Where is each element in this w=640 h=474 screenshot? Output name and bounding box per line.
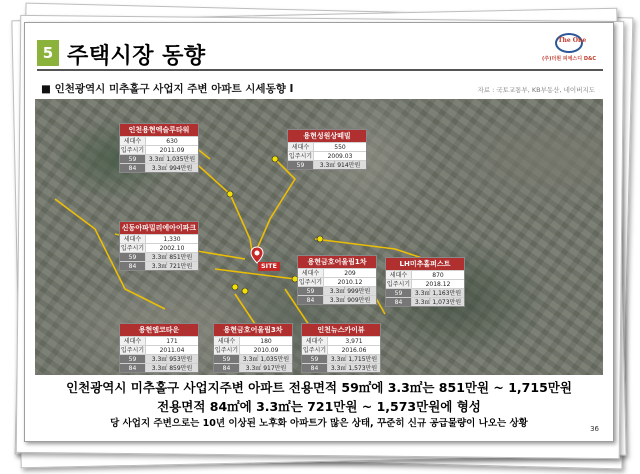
complex-card: [119, 221, 199, 271]
complex-name: 용현엠코타운: [120, 324, 198, 336]
households-label: 세대수: [214, 337, 240, 345]
households-label: 세대수: [298, 269, 324, 277]
complex-name: 인천뉴스카이뷰: [302, 324, 380, 336]
price-value: 3.3㎡ 1,035만원: [240, 355, 292, 363]
households-value: 1,330: [163, 236, 181, 243]
area-label: 59: [214, 355, 240, 363]
households-label: 세대수: [386, 271, 412, 279]
move-in-value: 2011.04: [159, 347, 185, 354]
households-value: 630: [166, 138, 178, 145]
area-label: 59: [302, 355, 328, 363]
satellite-map: [35, 99, 603, 375]
households-label: 세대수: [120, 137, 146, 145]
complex-card: [385, 257, 465, 307]
price-value: 3.3㎡ 953만원: [146, 355, 198, 363]
summary-line-2: 전용면적 84㎡에 3.3㎡는 721만원 ~ 1,573만원에 형성: [157, 399, 481, 414]
price-value: 3.3㎡ 859만원: [146, 364, 198, 372]
area-label: 59: [120, 355, 146, 363]
households-value: 3,971: [345, 338, 363, 345]
households-label: 세대수: [120, 337, 146, 345]
move-in-value: 2016.06: [341, 347, 367, 354]
section-subtitle: ■ 인천광역시 미추홀구 사업지 주변 아파트 시세동향 I: [41, 83, 294, 95]
complex-name: 신동아파밀리에아이파크: [121, 224, 197, 232]
move-in-value: 2011.09: [159, 147, 185, 154]
price-value: 3.3㎡ 1,035만원: [146, 155, 198, 163]
price-value: 3.3㎡ 721만원: [146, 262, 198, 270]
area-label: 84: [214, 364, 240, 372]
move-in-label: 입주시기: [120, 347, 145, 354]
price-value: 3.3㎡ 1,715만원: [328, 355, 380, 363]
complex-name: 인천용현엑슬루타워: [120, 124, 198, 136]
move-in-label: 입주시기: [298, 279, 323, 286]
price-value: 3.3㎡ 909만원: [324, 296, 376, 304]
page-title: 주택시장 동향: [67, 44, 206, 69]
complex-card: [297, 255, 377, 305]
price-value: 3.3㎡ 914만원: [314, 161, 366, 169]
households-label: 세대수: [302, 337, 328, 345]
move-in-label: 입주시기: [120, 147, 145, 154]
move-in-label: 입주시기: [120, 245, 145, 252]
complex-name: 용현성원상떼빌: [288, 130, 366, 142]
area-label: 84: [386, 298, 412, 306]
price-value: 3.3㎡ 917만원: [240, 364, 292, 372]
price-value: 3.3㎡ 999만원: [324, 287, 376, 295]
summary-line-1: 인천광역시 미추홀구 사업지주변 아파트 전용면적 59㎡에 3.3㎡는 851만원 ~ 1,715만원: [66, 380, 572, 395]
section-number: 5: [37, 40, 59, 66]
site-label: SITE: [258, 262, 280, 271]
move-in-value: 2018.12: [425, 281, 451, 288]
households-value: 180: [260, 338, 272, 345]
price-value: 3.3㎡ 851만원: [146, 253, 198, 261]
move-in-value: 2009.03: [327, 153, 353, 160]
complex-name: 용현금호어울림3차: [214, 324, 292, 336]
complex-card: [301, 323, 381, 373]
complex-name: 용현금호어울림1차: [298, 256, 376, 268]
area-label: 84: [120, 364, 146, 372]
complex-name: LH미추홀퍼스트: [386, 258, 464, 270]
area-label: 84: [120, 262, 146, 270]
complex-card: [119, 323, 199, 373]
price-value: 3.3㎡ 994만원: [146, 164, 198, 172]
slide-page: [24, 22, 614, 442]
area-label: 84: [298, 296, 324, 304]
logo-company-name: (주)더원 피에스디 D&C: [541, 56, 597, 62]
logo-mark-text: The One: [558, 37, 587, 44]
households-value: 171: [166, 338, 178, 345]
price-value: 3.3㎡ 1,073만원: [412, 298, 464, 306]
price-value: 3.3㎡ 1,573만원: [328, 364, 380, 372]
area-label: 59: [120, 155, 146, 163]
move-in-label: 입주시기: [302, 347, 327, 354]
summary-line-3: 당 사업지 주변으로는 10년 이상된 노후화 아파트가 많은 상태, 꾸준히 신규 공급물량이 나오는 상황: [110, 418, 528, 429]
move-in-value: 2002.10: [159, 245, 185, 252]
title-divider: [37, 69, 603, 71]
move-in-label: 입주시기: [386, 281, 411, 288]
complex-card: [287, 129, 367, 170]
households-value: 870: [432, 272, 444, 279]
area-label: 59: [288, 161, 314, 169]
source-note: 자료 : 국토교통부, KB부동산, 네이버지도: [477, 86, 595, 94]
households-label: 세대수: [288, 143, 314, 151]
move-in-label: 입주시기: [214, 347, 239, 354]
area-label: 84: [120, 164, 146, 172]
area-label: 59: [120, 253, 146, 261]
complex-card: [213, 323, 293, 373]
move-in-value: 2010.09: [253, 347, 279, 354]
area-label: 84: [302, 364, 328, 372]
area-label: 59: [298, 287, 324, 295]
households-label: 세대수: [120, 235, 146, 243]
summary-box: [35, 378, 603, 434]
price-value: 3.3㎡ 1,163만원: [412, 289, 464, 297]
area-label: 59: [386, 289, 412, 297]
page-number: 36: [590, 425, 599, 433]
complex-card: [119, 123, 199, 173]
company-logo: [537, 33, 601, 65]
households-value: 209: [344, 270, 356, 277]
move-in-value: 2010.12: [337, 279, 363, 286]
move-in-label: 입주시기: [288, 153, 313, 160]
households-value: 550: [334, 144, 346, 151]
